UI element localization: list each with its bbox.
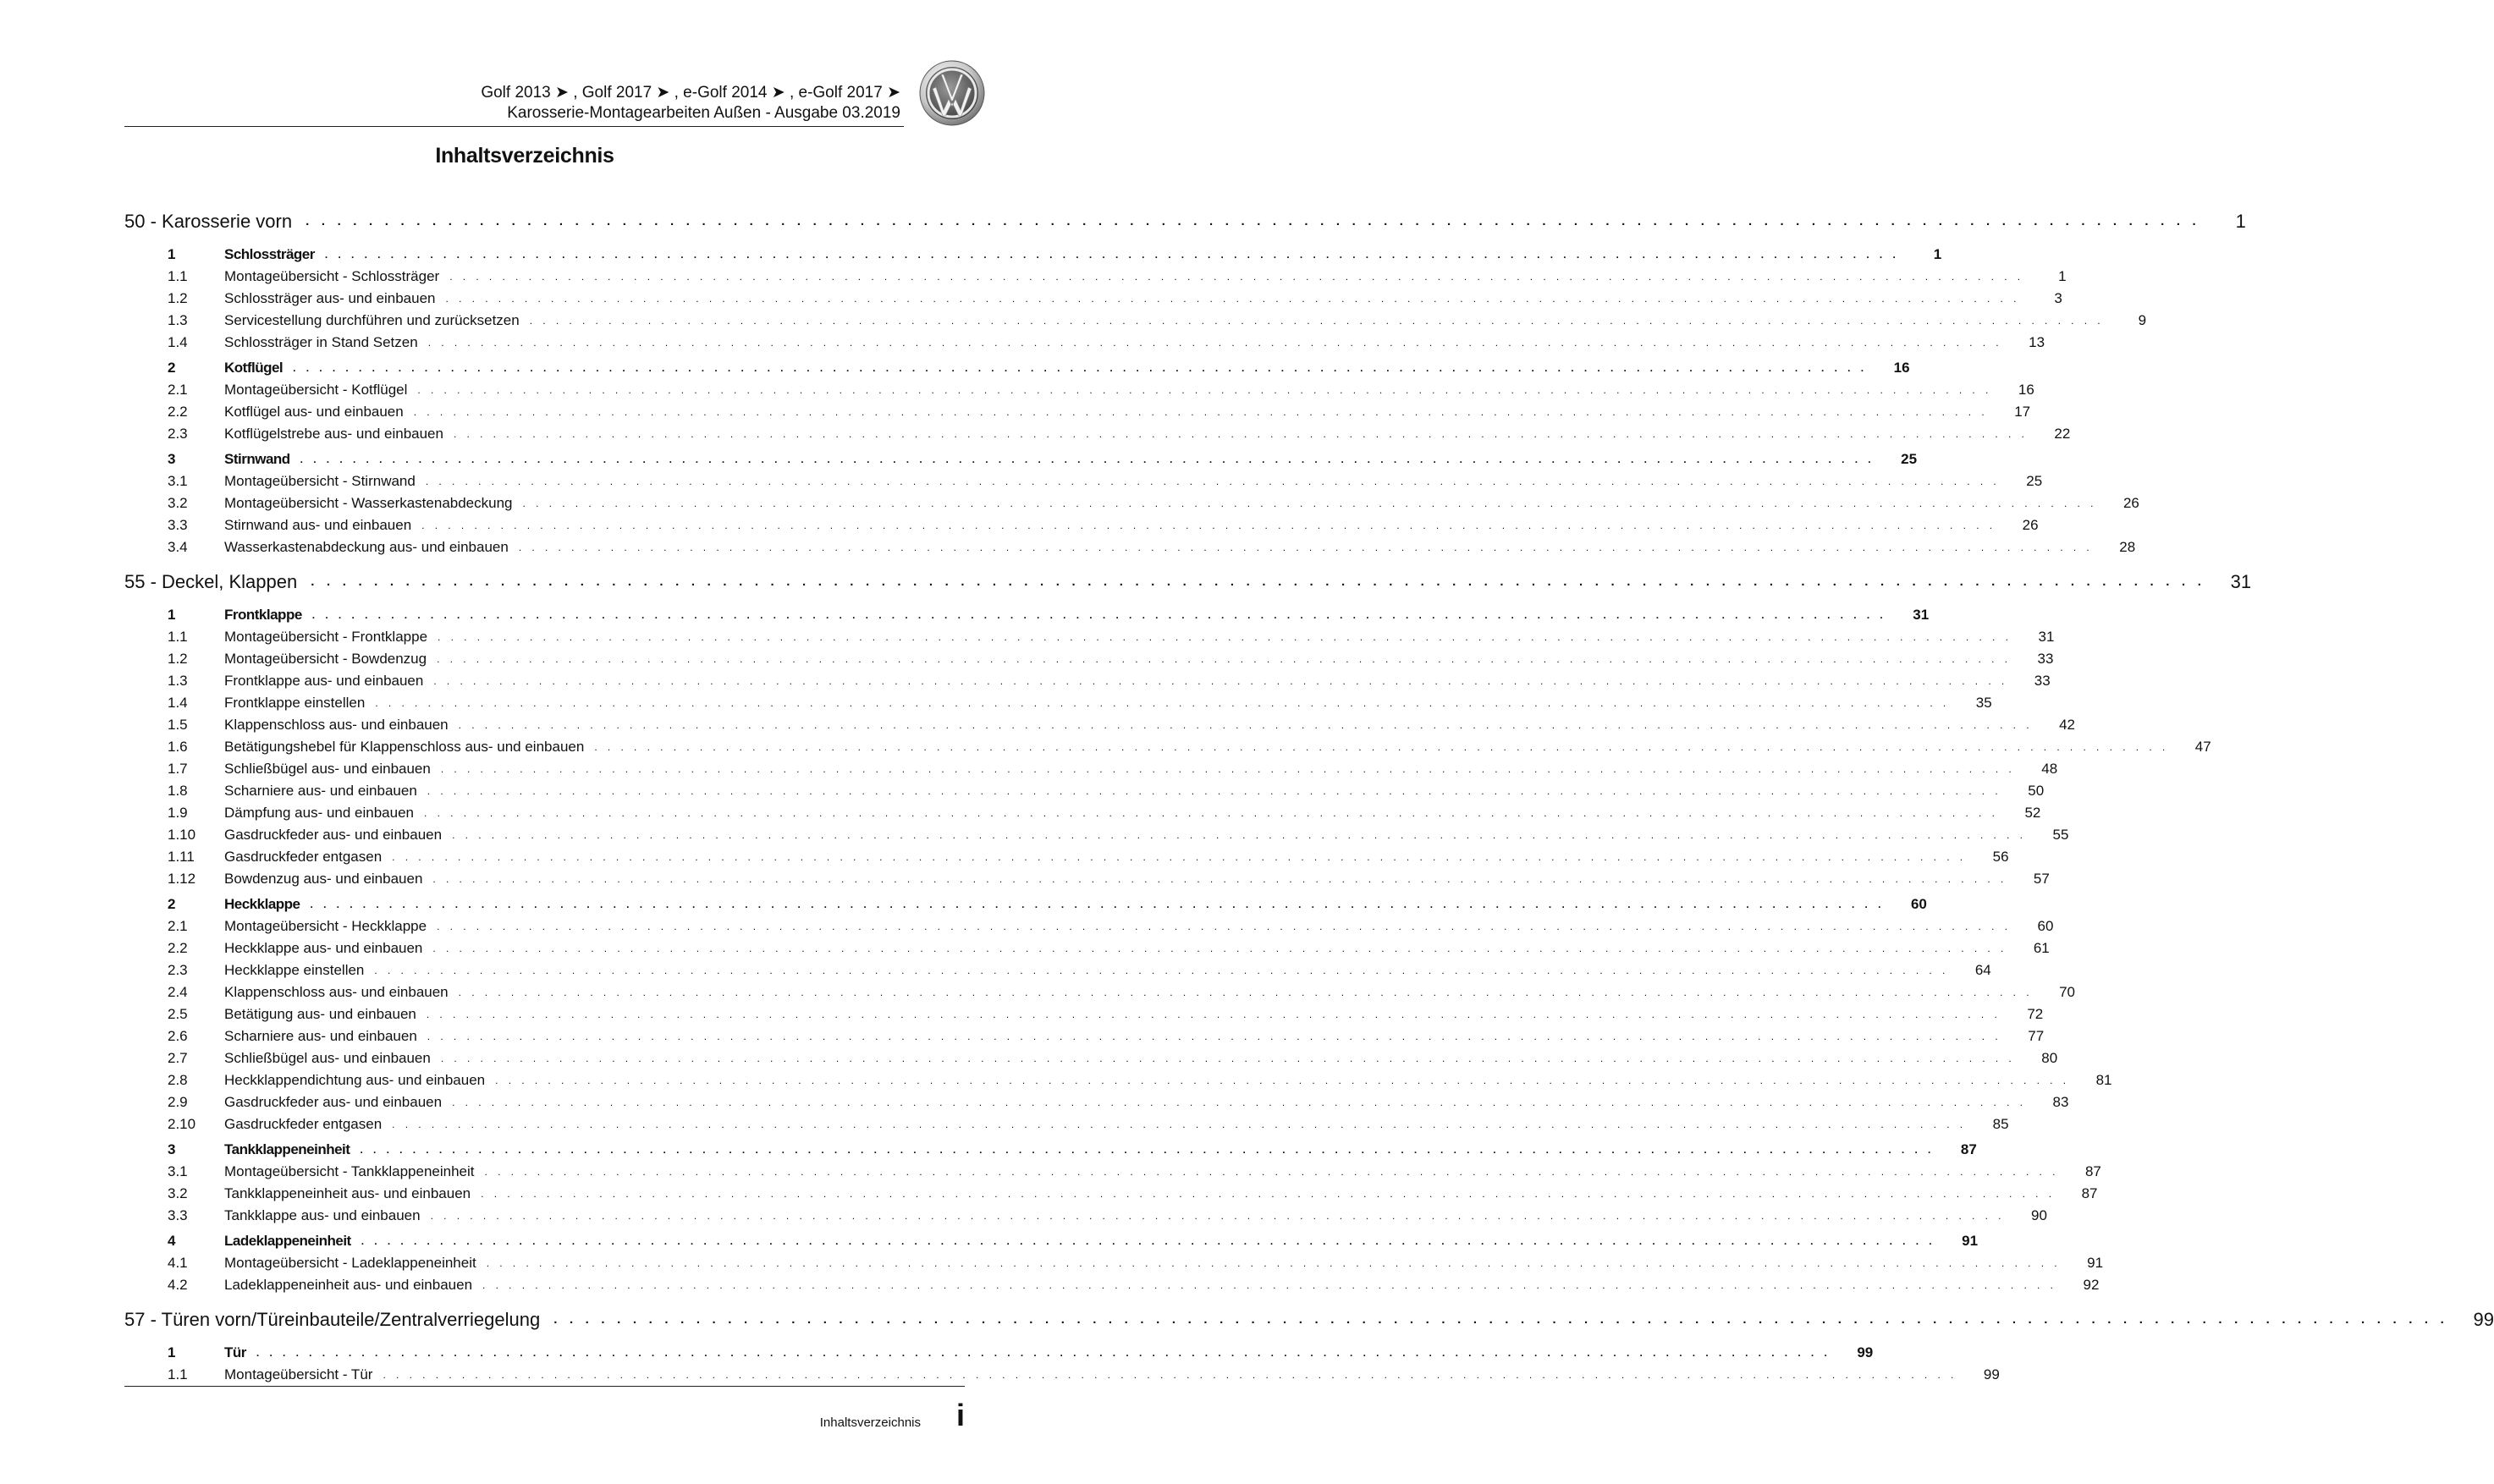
leader-dots: . . . . . . . . . . . . . . . . . . . . . . . . . . . . . . . . . . . . . . . . . . . . . . . . . . . . . . . . . . . . . . . . . . . . . . . . . . . . . . . . . . . . . . . . . . . . . . . . . . . . . . . . . . . . . . . . . . . . . . . . bbox=[392, 1118, 1967, 1130]
leader-dots: . . . . . . . . . . . . . . . . . . . . . . . . . . . . . . . . . . . . . . . . . . . . . . . . . . . . . . . . . . . . . . . . . . . . . . . . . . . . . . . . . . . . . . . . . . . . . . . . . . . . . . . . . . . . . . . . . . . . . . . . bbox=[426, 1008, 2001, 1020]
toc-subsection-entry[interactable] bbox=[124, 648, 2054, 670]
entry-number: 2.7 bbox=[168, 1050, 188, 1066]
entry-page: 28 bbox=[2119, 539, 2136, 555]
toc-section-entry[interactable] bbox=[124, 1342, 1874, 1364]
footer-label: Inhaltsverzeichnis bbox=[819, 1415, 921, 1430]
entry-number: 1.7 bbox=[168, 761, 188, 777]
toc-section-entry[interactable] bbox=[124, 1139, 1977, 1161]
leader-dots: . . . . . . . . . . . . . . . . . . . . . . . . . . . . . . . . . . . . . . . . . . . . . . . . . . . . . . . . . . . . . . . . . . . . . . . . . . . . . . . . . . . . . . . . . . . . . . . . . . . . . . . . . . . . . . . . . . . . . . . . bbox=[256, 1346, 1831, 1359]
entry-page: 13 bbox=[2029, 334, 2045, 350]
entry-number: 2.2 bbox=[168, 404, 188, 420]
entry-page: 25 bbox=[2026, 473, 2043, 489]
toc-subsection-entry[interactable] bbox=[124, 288, 2062, 310]
entry-title: Betätigungshebel für Klappenschloss aus- und einbauen bbox=[224, 739, 585, 755]
chapter-title: 50 - Karosserie vorn bbox=[124, 211, 293, 232]
leader-dots: . . . . . . . . . . . . . . . . . . . . . . . . . . . . . . . . . . . . . . . . . . . . . . . . . . . . . . . . . . . . . . . . . . . . . . . . . . . . . . . . . . . . . . . . . . . . . . . . . . . . . . . . . . . . . . . . . . . . . . . . bbox=[452, 828, 2027, 841]
leader-dots: . . . . . . . . . . . . . . . . . . . . . . . . . . . . . . . . . . . . . . . . . . . . . . . . . . . . . . . . . . . . . . . . . . . . . . . . . . . . . . . . . . . . . . . . . . . . . . . . . . . . . . . . . . . . . . . . . . . . . . . . bbox=[437, 920, 2012, 932]
entry-title: Scharniere aus- und einbauen bbox=[224, 783, 417, 799]
entry-page: 91 bbox=[1962, 1233, 1979, 1249]
entry-number: 2.3 bbox=[168, 426, 188, 442]
toc-chapter-heading[interactable] bbox=[124, 563, 2252, 601]
entry-number: 2.8 bbox=[168, 1072, 188, 1088]
entry-page: 16 bbox=[1893, 360, 1910, 376]
entry-title: Frontklappe einstellen bbox=[224, 695, 366, 711]
toc-chapter-heading[interactable] bbox=[124, 1301, 2494, 1338]
entry-title: Montageübersicht - Frontklappe bbox=[224, 629, 428, 645]
entry-number: 2.5 bbox=[168, 1006, 188, 1022]
toc-subsection-entry[interactable] bbox=[124, 1364, 2000, 1386]
toc-subsection-entry[interactable] bbox=[124, 1069, 2112, 1091]
entry-title: Bowdenzug aus- und einbauen bbox=[224, 871, 423, 887]
entry-page: 33 bbox=[2037, 651, 2054, 667]
entry-title: Gasdruckfeder aus- und einbauen bbox=[224, 1094, 443, 1110]
entry-title: Montageübersicht - Wasserkastenabdeckung bbox=[224, 495, 513, 511]
entry-title: Montageübersicht - Stirnwand bbox=[224, 473, 416, 489]
entry-number: 3.3 bbox=[168, 517, 188, 533]
toc-section-entry[interactable] bbox=[124, 244, 1942, 266]
entry-title: Klappenschloss aus- und einbauen bbox=[224, 984, 449, 1000]
entry-title: Montageübersicht - Heckklappe bbox=[224, 918, 427, 934]
leader-dots: . . . . . . . . . . . . . . . . . . . . . . . . . . . . . . . . . . . . . . . . . . . . . . . . . . . . . . . . . . . . . . . . . . . . . . . . . . . . . . . . . . . . . . . . . . . . . . . . . . . . . . . . . . . . . . . . . . . . . . . . bbox=[594, 740, 2169, 753]
entry-number: 2.1 bbox=[168, 918, 188, 934]
toc-subsection-entry[interactable] bbox=[124, 1252, 2104, 1274]
entry-page: 77 bbox=[2028, 1028, 2045, 1044]
toc-subsection-entry[interactable] bbox=[124, 310, 2147, 332]
entry-page: 3 bbox=[2054, 290, 2062, 306]
leader-dots: . . . . . . . . . . . . . . . . . . . . . . . . . . . . . . . . . . . . . . . . . . . . . . . . . . . . . . . . . . . . . . . . . . . . . . . . . . . . . . . . . . . . . . . . . . . . . . . . . . . . . . . . . . . . . . . . . . . . . . . . bbox=[427, 1030, 2002, 1042]
leader-dots: . . . . . . . . . . . . . . . . . . . . . . . . . . . . . . . . . . . . . . . . . . . . . . . . . . . . . . . . . . . . . . . . . . . . . . . . . . . . . . . . . . . . . . . . . . . . . . . . . . . . . . . . . . . . . . . . . . . . . . . . bbox=[432, 872, 2007, 885]
entry-number: 1.1 bbox=[168, 1366, 188, 1382]
leader-dots: . . . . . . . . . . . . . . . . . . . . . . . . . . . . . . . . . . . . . . . . . . . . . . . . . . . . . . . . . . . . . . . . . . . . . . . . . . . . . . . . . . . . . . . . . . . . . . . . . . . . . . . . . . . . . . . . . . . . . . . . bbox=[482, 1278, 2057, 1291]
entry-number: 3.2 bbox=[168, 1185, 188, 1201]
entry-page: 87 bbox=[2081, 1185, 2098, 1201]
entry-page: 60 bbox=[1910, 896, 1927, 912]
toc-subsection-entry[interactable] bbox=[124, 846, 2009, 868]
entry-number: 2.1 bbox=[168, 382, 188, 398]
entry-number: 2.6 bbox=[168, 1028, 188, 1044]
toc-subsection-entry[interactable] bbox=[124, 1025, 2045, 1047]
leader-dots: . . . . . . . . . . . . . . . . . . . . . . . . . . . . . . . . . . . . . . . . . . . . . . . . . . . . . . . . . . . . . . . . . . . . . . . . . . . . . . . . . . . . . . . . . . . . . . . . . . . . . . . . . . . . . . . . . . . . . . . . bbox=[433, 674, 2008, 687]
entry-page: 91 bbox=[2087, 1255, 2104, 1271]
leader-dots: . . . . . . . . . . . . . . . . . . . . . . . . . . . . . . . . . . . . . . . . . . . . . . . . . . . . . . . . . . . . . . . . . . . . . . . . . . . . . . . . . . . . . . . . . . . . . . . . . . . . . . . . . . . . . . . . . . . . . . . . bbox=[310, 898, 1885, 910]
leader-dots: . . . . . . . . . . . . . . . . . . . . . . . . . . . . . . . . . . . . . . . . . . . . . . . . . . . . . . . . . . . . . . . . . . . . . . . . . . . . . . . . . . . . . . . . . . . . . . . . . . . . . . . . . . . . . . . . . . . . . . . . bbox=[324, 248, 1900, 261]
entry-title: Dämpfung aus- und einbauen bbox=[224, 805, 414, 821]
entry-page: 17 bbox=[2014, 404, 2031, 420]
entry-title: Tankklappe aus- und einbauen bbox=[224, 1207, 421, 1223]
entry-title: Montageübersicht - Bowdenzug bbox=[224, 651, 427, 667]
entry-title: Gasdruckfeder entgasen bbox=[224, 849, 383, 865]
entry-title: Schlossträger bbox=[224, 246, 315, 262]
entry-page: 92 bbox=[2083, 1277, 2100, 1293]
entry-title: Kotflügel aus- und einbauen bbox=[224, 404, 404, 420]
header-models: Golf 2013 ➤ , Golf 2017 ➤ , e-Golf 2014 ➤ , e-Golf 2017 ➤ bbox=[481, 84, 900, 102]
toc-subsection-entry[interactable] bbox=[124, 959, 1991, 981]
entry-number: 2.10 bbox=[168, 1116, 196, 1132]
header-subtitle: Karosserie-Montagearbeiten Außen - Ausgabe 03.2019 bbox=[507, 104, 900, 122]
toc-subsection-entry[interactable] bbox=[124, 536, 2136, 558]
entry-page: 55 bbox=[2052, 827, 2069, 843]
entry-number: 1.10 bbox=[168, 827, 196, 843]
toc-subsection-entry[interactable] bbox=[124, 915, 2054, 937]
toc-section-entry[interactable] bbox=[124, 604, 1930, 626]
toc-subsection-entry[interactable] bbox=[124, 937, 2050, 959]
entry-title: Wasserkastenabdeckung aus- und einbauen bbox=[224, 539, 509, 555]
entry-title: Betätigung aus- und einbauen bbox=[224, 1006, 416, 1022]
entry-title: Heckklappe aus- und einbauen bbox=[224, 940, 423, 956]
leader-dots: . . . . . . . . . . . . . . . . . . . . . . . . . . . . . . . . . . . . . . . . . . . . . . . . . . . . . . . . . . . . . . . . . . . . . . . . . . . . . . . . . . . . . . . . . . . . . . . . . . . . . . . . . . . . . . . . . . . . . . . . bbox=[458, 986, 2034, 998]
leader-dots: . . . . . . . . . . . . . . . . . . . . . . . . . . . . . . . . . . . . . . . . . . . . . . . . . . . . . . . . . . . . . . . . . . . . . . . . . . . . . . . . . . . . . . . . . . . . . . . . . . . . . . . . . . . . . . . . . . . . . . . . bbox=[522, 497, 2097, 509]
document-header bbox=[481, 83, 900, 124]
entry-title: Montageübersicht - Kotflügel bbox=[224, 382, 408, 398]
entry-number: 3.4 bbox=[168, 539, 188, 555]
leader-dots: . . . . . . . . . . . . . . . . . . . . . . . . . . . . . . . . . . . . . . . . . . . . . . . . . . . . . . . . . . . . . . . . . . . . . . . . . . . . . . . . . . . . . . . . . . . . . . . . . . . . . . . . . . . . . . . . . . . . . . . . bbox=[458, 718, 2034, 731]
toc-subsection-entry[interactable] bbox=[124, 1161, 2101, 1183]
leader-dots: . . . . . . . . . . . . . . . . . . . . . . . . . . . . . . . . . . . . . . . . . . . . . . . . . . . . . . . . . . . . . . . . . . . . . . . . . . . . . . . . . . . . . . . . . . . . . . . . . . . . . . . . . . . . . . . . . . . . . . . . bbox=[360, 1143, 1935, 1156]
entry-number: 1 bbox=[168, 607, 176, 623]
leader-dots: . . . . . . . . . . . . . . . . . . . . . . . . . . . . . . . . . . . . . . . . . . . . . . . . . . . . . . . . . . . . . . . . . . . . . . . . . . . . . . . . . . . . . . . . . . . . . . . . . . . . . . . . . . . . . . . . . . . . . . . . bbox=[453, 427, 2029, 440]
entry-title: Schlossträger in Stand Setzen bbox=[224, 334, 418, 350]
leader-dots: . . . . . . . . . . . . . . . . . . . . . . . . . . . . . . . . . . . . . . . . . . . . . . . . . . . . . . . . . . . . . . . . . . . . . . . . . . . . . . . . . . . . . . . . . . . . . . . . . . . . . . . . . . . . . . . . . . . . . . . . bbox=[424, 806, 1999, 819]
entry-title: Tür bbox=[224, 1344, 246, 1360]
entry-title: Klappenschloss aus- und einbauen bbox=[224, 717, 449, 733]
entry-page: 50 bbox=[2028, 783, 2045, 799]
entry-title: Heckklappe einstellen bbox=[224, 962, 365, 978]
entry-title: Montageübersicht - Ladeklappeneinheit bbox=[224, 1255, 476, 1271]
entry-number: 1.5 bbox=[168, 717, 188, 733]
entry-page: 85 bbox=[1992, 1116, 2009, 1132]
entry-number: 1.1 bbox=[168, 268, 188, 284]
footer-page-number: i bbox=[955, 1398, 965, 1432]
entry-number: 1.4 bbox=[168, 695, 188, 711]
toc-subsection-entry[interactable] bbox=[124, 824, 2069, 846]
header-divider bbox=[124, 126, 904, 127]
footer-divider bbox=[124, 1386, 965, 1387]
entry-page: 61 bbox=[2033, 940, 2050, 956]
leader-dots: . . . . . . . . . . . . . . . . . . . . . . . . . . . . . . . . . . . . . . . . . . . . . . . . . . . . . . . . . . . . . . . . . . . . . . . . . . . . . . . . . . . . . . . . . . . . . . . . . . . . . . . . . . . . . . . . . . . . . . . . bbox=[413, 405, 1989, 418]
leader-dots: . . . . . . . . . . . . . . . . . . . . . . . . . . . . . . . . . . . . . . . . . . . . . . . . . . . . . . . . . . . . . . . . . . . . . . . . . . . . . . . . . . . . . . . . . . . . . . . . . . . . . . . . . . . . . . . . . . . . . . . . bbox=[495, 1074, 2070, 1086]
toc-subsection-entry[interactable] bbox=[124, 1047, 2058, 1069]
entry-title: Scharniere aus- und einbauen bbox=[224, 1028, 417, 1044]
entry-number: 1.3 bbox=[168, 673, 188, 689]
entry-number: 2 bbox=[168, 360, 176, 376]
entry-number: 1 bbox=[168, 246, 176, 262]
chapter-title: 57 - Türen vorn/Türeinbauteile/Zentralverriegelung bbox=[124, 1309, 541, 1330]
toc-chapter-heading[interactable] bbox=[124, 203, 2246, 240]
vw-logo-icon bbox=[918, 59, 986, 127]
page-title: Inhaltsverzeichnis bbox=[435, 144, 614, 168]
leader-dots: . . . . . . . . . . . . . . . . . . . . . . . . . . . . . . . . . . . . . . . . . . . . . . . . . . . . . . . . . . . . . . . . . . . . . . . . . . . . . . . . . . . . . . . . . . . . . . . . . . . . . . . . . . . . . . . . . . . . . . . . bbox=[529, 314, 2105, 327]
entry-number: 3.1 bbox=[168, 1163, 188, 1179]
entry-number: 1.8 bbox=[168, 783, 188, 799]
entry-title: Montageübersicht - Schlossträger bbox=[224, 268, 440, 284]
toc-subsection-entry[interactable] bbox=[124, 758, 2058, 780]
toc-subsection-entry[interactable] bbox=[124, 514, 2039, 536]
entry-page: 81 bbox=[2095, 1072, 2112, 1088]
entry-number: 3.1 bbox=[168, 473, 188, 489]
leader-dots: . . . . . . . . . . . . . . . . . . . . . . . . . . . . . . . . . . . . . . . . . . . . . . . . . . . . . . . . . . . . . . . . . . . . . . . . . . . . . . . . . . . . . . . . . . . . . . . . . . . . . . . . . . . . . . . . . . . . . . . . bbox=[486, 1256, 2062, 1269]
entry-number: 2.4 bbox=[168, 984, 188, 1000]
leader-dots: . . . . . . . . . . . . . . . . . . . . . . . . . . . . . . . . . . . . . . . . . . . . . . . . . . . . . . . . . . . . . . . . . . . . . . . . . . . . . . . . . . . . . . . . . . . . . . . . . . . . . . . . . . . . . . . . . . . . . . . . bbox=[440, 1052, 2016, 1064]
leader-dots: . . . . . . . . . . . . . . . . . . . . . . . . . . . . . . . . . . . . . . . . . . . . . . . . . . . . . . . . . . . . . . . . . . . . . . . . . . . . . . . . . . . . . . . . . . . . . . . . . . . . . . . . . . . . . . . . . . . . . . . . bbox=[375, 696, 1950, 709]
entry-page: 1 bbox=[1933, 246, 1942, 262]
leader-dots: . . . . . . . . . . . . . . . . . . . . . . . . . . . . . . . . . . . . . . . . . . . . . . . . . . . . . . . . . . . . . . . . . . . . . . . . . . . . . . . . . . . . . . . . . . . . . . . . . . . . . . . . . . . . . . . . . . . . . . . . bbox=[293, 361, 1868, 374]
leader-dots: . . . . . . . . . . . . . . . . . . . . . . . . . . . . . . . . . . . . . . . . . . . . . . . . . . . . . . . . . . . . . . . . . . . . . . . . . . . . . . . . . . . . . . . . . . . . . . . . . . . . . . . . . . . . . . . . . . . . . . . . bbox=[427, 336, 2003, 349]
entry-number: 2.3 bbox=[168, 962, 188, 978]
toc-subsection-entry[interactable] bbox=[124, 1183, 2098, 1205]
entry-title: Montageübersicht - Tür bbox=[224, 1366, 373, 1382]
entry-number: 1.12 bbox=[168, 871, 196, 887]
leader-dots: . . . . . . . . . . . . . . . . . . . . . . . . . . . . . . . . . . . . . . . . . . . . . . . . . . . . . . . . . . . . . . . . . . . . . . . . . . . . . . . . . . . . . . . . . . . . . . . . . . . . . . . . . . . . . . . . . . . . . . . . bbox=[383, 1368, 1957, 1381]
leader-dots: . . . . . . . . . . . . . . . . . . . . . . . . . . . . . . . . . . . . . . . . . . . . . . . . . . . . . . . . . . . . . . . . . . . . . . . . . . . . . . . . . . . . . . . . . . . . . . . . . . . . . . . . . . . . . . . . . . . . . . . . bbox=[311, 574, 2206, 589]
leader-dots: . . . . . . . . . . . . . . . . . . . . . . . . . . . . . . . . . . . . . . . . . . . . . . . . . . . . . . . . . . . . . . . . . . . . . . . . . . . . . . . . . . . . . . . . . . . . . . . . . . . . . . . . . . . . . . . . . . . . . . . . bbox=[449, 270, 2024, 283]
entry-title: Ladeklappeneinheit aus- und einbauen bbox=[224, 1277, 473, 1293]
toc-subsection-entry[interactable] bbox=[124, 780, 2045, 802]
leader-dots: . . . . . . . . . . . . . . . . . . . . . . . . . . . . . . . . . . . . . . . . . . . . . . . . . . . . . . . . . . . . . . . . . . . . . . . . . . . . . . . . . . . . . . . . . . . . . . . . . . . . . . . . . . . . . . . . . . . . . . . . bbox=[432, 942, 2007, 954]
toc-subsection-entry[interactable] bbox=[124, 470, 2043, 492]
leader-dots: . . . . . . . . . . . . . . . . . . . . . . . . . . . . . . . . . . . . . . . . . . . . . . . . . . . . . . . . . . . . . . . . . . . . . . . . . . . . . . . . . . . . . . . . . . . . . . . . . . . . . . . . . . . . . . . . . . . . . . . . bbox=[452, 1096, 2027, 1108]
toc-subsection-entry[interactable] bbox=[124, 379, 2034, 401]
toc-subsection-entry[interactable] bbox=[124, 1003, 2044, 1025]
toc-section-entry[interactable] bbox=[124, 448, 1918, 470]
leader-dots: . . . . . . . . . . . . . . . . . . . . . . . . . . . . . . . . . . . . . . . . . . . . . . . . . . . . . . . . . . . . . . . . . . . . . . . . . . . . . . . . . . . . . . . . . . . . . . . . . . . . . . . . . . . . . . . . . . . . . . . . bbox=[438, 630, 2012, 643]
entry-number: 3 bbox=[168, 451, 176, 467]
entry-page: 42 bbox=[2059, 717, 2076, 733]
toc-subsection-entry[interactable] bbox=[124, 626, 2055, 648]
entry-number: 4.2 bbox=[168, 1277, 188, 1293]
entry-page: 31 bbox=[1913, 607, 1930, 623]
entry-title: Kotflügel bbox=[224, 360, 284, 376]
leader-dots: . . . . . . . . . . . . . . . . . . . . . . . . . . . . . . . . . . . . . . . . . . . . . . . . . . . . . . . . . . . . . . . . . . . . . . . . . . . . . . . . . . . . . . . . . . . . . . . . . . . . . . . . . . . . . . . . . . . . . . . . bbox=[306, 214, 2200, 228]
toc-subsection-entry[interactable] bbox=[124, 1205, 2047, 1227]
entry-number: 1.1 bbox=[168, 629, 188, 645]
chapter-page: 31 bbox=[2230, 571, 2252, 592]
entry-number: 1.2 bbox=[168, 290, 188, 306]
entry-page: 16 bbox=[2018, 382, 2034, 398]
leader-dots: . . . . . . . . . . . . . . . . . . . . . . . . . . . . . . . . . . . . . . . . . . . . . . . . . . . . . . . . . . . . . . . . . . . . . . . . . . . . . . . . . . . . . . . . . . . . . . . . . . . . . . . . . . . . . . . . . . . . . . . . bbox=[445, 292, 2020, 305]
entry-page: 72 bbox=[2027, 1006, 2044, 1022]
entry-page: 48 bbox=[2041, 761, 2058, 777]
entry-page: 83 bbox=[2052, 1094, 2069, 1110]
toc-subsection-entry[interactable] bbox=[124, 736, 2211, 758]
entry-page: 26 bbox=[2122, 495, 2139, 511]
chapter-page: 99 bbox=[2473, 1309, 2494, 1330]
leader-dots: . . . . . . . . . . . . . . . . . . . . . . . . . . . . . . . . . . . . . . . . . . . . . . . . . . . . . . . . . . . . . . . . . . . . . . . . . . . . . . . . . . . . . . . . . . . . . . . . . . . . . . . . . . . . . . . . . . . . . . . . bbox=[374, 964, 1949, 976]
entry-page: 25 bbox=[1901, 451, 1918, 467]
entry-page: 47 bbox=[2194, 739, 2211, 755]
leader-dots: . . . . . . . . . . . . . . . . . . . . . . . . . . . . . . . . . . . . . . . . . . . . . . . . . . . . . . . . . . . . . . . . . . . . . . . . . . . . . . . . . . . . . . . . . . . . . . . . . . . . . . . . . . . . . . . . . . . . . . . . bbox=[553, 1312, 2449, 1327]
entry-title: Schließbügel aus- und einbauen bbox=[224, 761, 431, 777]
toc-section-entry[interactable] bbox=[124, 1230, 1979, 1252]
toc-subsection-entry[interactable] bbox=[124, 401, 2031, 423]
entry-page: 1 bbox=[2058, 268, 2067, 284]
entry-title: Tankklappeneinheit bbox=[224, 1141, 350, 1157]
entry-page: 80 bbox=[2041, 1050, 2058, 1066]
entry-page: 99 bbox=[1857, 1344, 1874, 1360]
toc-subsection-entry[interactable] bbox=[124, 692, 1992, 714]
entry-title: Kotflügelstrebe aus- und einbauen bbox=[224, 426, 443, 442]
entry-page: 33 bbox=[2034, 673, 2051, 689]
leader-dots: . . . . . . . . . . . . . . . . . . . . . . . . . . . . . . . . . . . . . . . . . . . . . . . . . . . . . . . . . . . . . . . . . . . . . . . . . . . . . . . . . . . . . . . . . . . . . . . . . . . . . . . . . . . . . . . . . . . . . . . . bbox=[417, 383, 1992, 396]
leader-dots: . . . . . . . . . . . . . . . . . . . . . . . . . . . . . . . . . . . . . . . . . . . . . . . . . . . . . . . . . . . . . . . . . . . . . . . . . . . . . . . . . . . . . . . . . . . . . . . . . . . . . . . . . . . . . . . . . . . . . . . . bbox=[440, 762, 2016, 775]
toc-subsection-entry[interactable] bbox=[124, 332, 2045, 354]
entry-number: 4.1 bbox=[168, 1255, 188, 1271]
entry-page: 57 bbox=[2033, 871, 2050, 887]
entry-title: Frontklappe bbox=[224, 607, 302, 623]
entry-page: 9 bbox=[2138, 312, 2147, 328]
entry-number: 1.9 bbox=[168, 805, 188, 821]
entry-page: 35 bbox=[1975, 695, 1992, 711]
toc-subsection-entry[interactable] bbox=[124, 868, 2050, 890]
leader-dots: . . . . . . . . . . . . . . . . . . . . . . . . . . . . . . . . . . . . . . . . . . . . . . . . . . . . . . . . . . . . . . . . . . . . . . . . . . . . . . . . . . . . . . . . . . . . . . . . . . . . . . . . . . . . . . . . . . . . . . . . bbox=[421, 519, 1996, 531]
leader-dots: . . . . . . . . . . . . . . . . . . . . . . . . . . . . . . . . . . . . . . . . . . . . . . . . . . . . . . . . . . . . . . . . . . . . . . . . . . . . . . . . . . . . . . . . . . . . . . . . . . . . . . . . . . . . . . . . . . . . . . . . bbox=[300, 453, 1875, 465]
entry-page: 99 bbox=[1983, 1366, 2000, 1382]
entry-page: 64 bbox=[1974, 962, 1991, 978]
entry-page: 60 bbox=[2037, 918, 2054, 934]
entry-page: 56 bbox=[1992, 849, 2009, 865]
entry-number: 4 bbox=[168, 1233, 176, 1249]
entry-title: Schlossträger aus- und einbauen bbox=[224, 290, 436, 306]
entry-title: Gasdruckfeder entgasen bbox=[224, 1116, 383, 1132]
toc-section-entry[interactable] bbox=[124, 893, 1927, 915]
toc-subsection-entry[interactable] bbox=[124, 714, 2076, 736]
leader-dots: . . . . . . . . . . . . . . . . . . . . . . . . . . . . . . . . . . . . . . . . . . . . . . . . . . . . . . . . . . . . . . . . . . . . . . . . . . . . . . . . . . . . . . . . . . . . . . . . . . . . . . . . . . . . . . . . . . . . . . . . bbox=[518, 541, 2094, 553]
entry-number: 2.2 bbox=[168, 940, 188, 956]
entry-number: 3 bbox=[168, 1141, 176, 1157]
entry-number: 1 bbox=[168, 1344, 176, 1360]
toc-chapter bbox=[124, 563, 2252, 1296]
entry-title: Heckklappe bbox=[224, 896, 300, 912]
toc-subsection-entry[interactable] bbox=[124, 670, 2051, 692]
entry-title: Servicestellung durchführen und zurücksetzen bbox=[224, 312, 520, 328]
toc-subsection-entry[interactable] bbox=[124, 1113, 2009, 1135]
toc-chapter bbox=[124, 1301, 2494, 1386]
entry-number: 1.6 bbox=[168, 739, 188, 755]
entry-title: Heckklappendichtung aus- und einbauen bbox=[224, 1072, 486, 1088]
entry-page: 52 bbox=[2024, 805, 2041, 821]
leader-dots: . . . . . . . . . . . . . . . . . . . . . . . . . . . . . . . . . . . . . . . . . . . . . . . . . . . . . . . . . . . . . . . . . . . . . . . . . . . . . . . . . . . . . . . . . . . . . . . . . . . . . . . . . . . . . . . . . . . . . . . . bbox=[437, 652, 2012, 665]
entry-page: 31 bbox=[2038, 629, 2055, 645]
entry-number: 1.11 bbox=[168, 849, 195, 865]
toc-subsection-entry[interactable] bbox=[124, 802, 2041, 824]
entry-page: 87 bbox=[2084, 1163, 2101, 1179]
entry-number: 2.9 bbox=[168, 1094, 188, 1110]
entry-number: 1.4 bbox=[168, 334, 188, 350]
entry-title: Stirnwand aus- und einbauen bbox=[224, 517, 412, 533]
leader-dots: . . . . . . . . . . . . . . . . . . . . . . . . . . . . . . . . . . . . . . . . . . . . . . . . . . . . . . . . . . . . . . . . . . . . . . . . . . . . . . . . . . . . . . . . . . . . . . . . . . . . . . . . . . . . . . . . . . . . . . . . bbox=[481, 1187, 2056, 1200]
leader-dots: . . . . . . . . . . . . . . . . . . . . . . . . . . . . . . . . . . . . . . . . . . . . . . . . . . . . . . . . . . . . . . . . . . . . . . . . . . . . . . . . . . . . . . . . . . . . . . . . . . . . . . . . . . . . . . . . . . . . . . . . bbox=[392, 850, 1967, 863]
entry-title: Montageübersicht - Tankklappeneinheit bbox=[224, 1163, 475, 1179]
entry-title: Ladeklappeneinheit bbox=[224, 1233, 351, 1249]
entry-page: 90 bbox=[2031, 1207, 2047, 1223]
entry-number: 3.3 bbox=[168, 1207, 188, 1223]
leader-dots: . . . . . . . . . . . . . . . . . . . . . . . . . . . . . . . . . . . . . . . . . . . . . . . . . . . . . . . . . . . . . . . . . . . . . . . . . . . . . . . . . . . . . . . . . . . . . . . . . . . . . . . . . . . . . . . . . . . . . . . . bbox=[484, 1165, 2059, 1178]
entry-page: 26 bbox=[2022, 517, 2039, 533]
leader-dots: . . . . . . . . . . . . . . . . . . . . . . . . . . . . . . . . . . . . . . . . . . . . . . . . . . . . . . . . . . . . . . . . . . . . . . . . . . . . . . . . . . . . . . . . . . . . . . . . . . . . . . . . . . . . . . . . . . . . . . . . bbox=[361, 1234, 1936, 1247]
leader-dots: . . . . . . . . . . . . . . . . . . . . . . . . . . . . . . . . . . . . . . . . . . . . . . . . . . . . . . . . . . . . . . . . . . . . . . . . . . . . . . . . . . . . . . . . . . . . . . . . . . . . . . . . . . . . . . . . . . . . . . . . bbox=[430, 1209, 2005, 1222]
toc-chapter bbox=[124, 203, 2246, 558]
toc-subsection-entry[interactable] bbox=[124, 1274, 2100, 1296]
toc-subsection-entry[interactable] bbox=[124, 492, 2139, 514]
entry-page: 70 bbox=[2059, 984, 2076, 1000]
entry-number: 3.2 bbox=[168, 495, 188, 511]
toc-section-entry[interactable] bbox=[124, 357, 1910, 379]
entry-title: Gasdruckfeder aus- und einbauen bbox=[224, 827, 443, 843]
toc-subsection-entry[interactable] bbox=[124, 266, 2067, 288]
leader-dots: . . . . . . . . . . . . . . . . . . . . . . . . . . . . . . . . . . . . . . . . . . . . . . . . . . . . . . . . . . . . . . . . . . . . . . . . . . . . . . . . . . . . . . . . . . . . . . . . . . . . . . . . . . . . . . . . . . . . . . . . bbox=[425, 475, 2001, 487]
toc-subsection-entry[interactable] bbox=[124, 423, 2071, 445]
entry-title: Stirnwand bbox=[224, 451, 290, 467]
entry-page: 22 bbox=[2054, 426, 2071, 442]
entry-title: Tankklappeneinheit aus- und einbauen bbox=[224, 1185, 471, 1201]
table-of-contents bbox=[124, 203, 2494, 1391]
entry-number: 2 bbox=[168, 896, 176, 912]
entry-number: 1.2 bbox=[168, 651, 188, 667]
entry-page: 87 bbox=[1960, 1141, 1977, 1157]
chapter-page: 1 bbox=[2235, 211, 2246, 232]
leader-dots: . . . . . . . . . . . . . . . . . . . . . . . . . . . . . . . . . . . . . . . . . . . . . . . . . . . . . . . . . . . . . . . . . . . . . . . . . . . . . . . . . . . . . . . . . . . . . . . . . . . . . . . . . . . . . . . . . . . . . . . . bbox=[311, 608, 1887, 621]
entry-title: Schließbügel aus- und einbauen bbox=[224, 1050, 431, 1066]
toc-subsection-entry[interactable] bbox=[124, 981, 2076, 1003]
chapter-title: 55 - Deckel, Klappen bbox=[124, 571, 298, 592]
leader-dots: . . . . . . . . . . . . . . . . . . . . . . . . . . . . . . . . . . . . . . . . . . . . . . . . . . . . . . . . . . . . . . . . . . . . . . . . . . . . . . . . . . . . . . . . . . . . . . . . . . . . . . . . . . . . . . . . . . . . . . . . bbox=[427, 784, 2002, 797]
toc-subsection-entry[interactable] bbox=[124, 1091, 2069, 1113]
entry-number: 1.3 bbox=[168, 312, 188, 328]
entry-title: Frontklappe aus- und einbauen bbox=[224, 673, 424, 689]
